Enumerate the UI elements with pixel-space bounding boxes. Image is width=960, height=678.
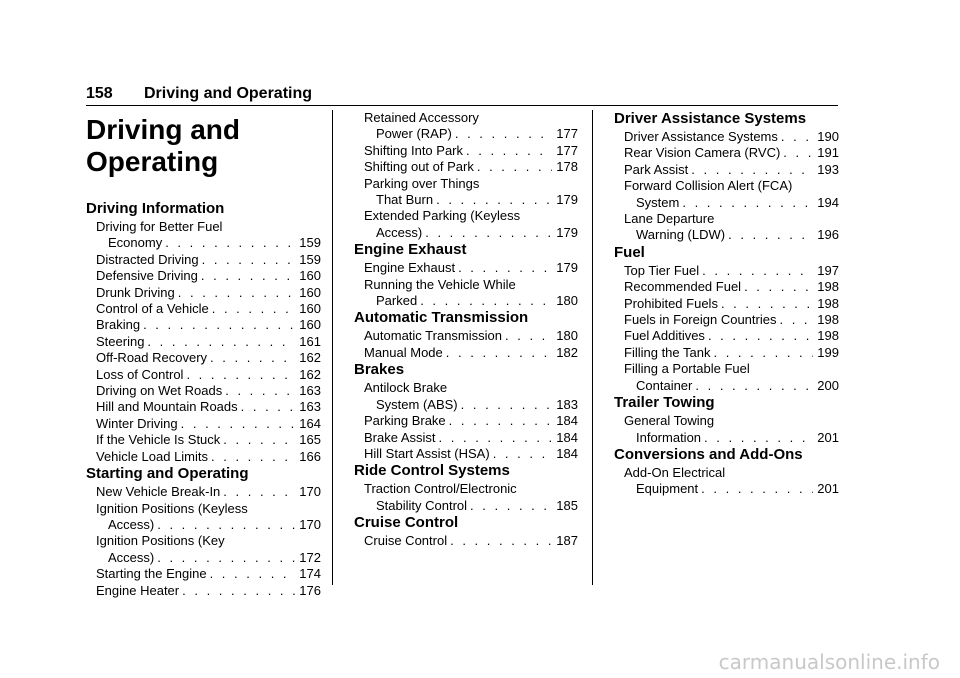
toc-entry[interactable] (86, 383, 321, 399)
toc-entry-page: 177 (556, 126, 578, 142)
toc-entry-page: 185 (556, 497, 578, 513)
toc-entry-title: Vehicle Load Limits (96, 448, 209, 464)
leader-dots (493, 446, 553, 462)
toc-entry-title: Access) (108, 549, 155, 565)
toc-entry-page: 184 (556, 429, 578, 445)
toc-entry-title: If the Vehicle Is Stuck (96, 432, 221, 448)
toc-entry-page: 191 (817, 145, 839, 161)
toc-entry[interactable] (86, 219, 321, 252)
toc-entry[interactable] (354, 176, 578, 209)
toc-section (354, 361, 578, 462)
toc-entry[interactable] (354, 413, 578, 429)
toc-column-3 (614, 110, 839, 498)
toc-entry[interactable] (86, 268, 321, 284)
toc-entry[interactable] (614, 211, 839, 244)
toc-entry-page: 162 (299, 366, 321, 382)
leader-dots (212, 301, 296, 317)
toc-entry-title: Prohibited Fuels (624, 295, 718, 311)
leader-dots (202, 252, 296, 268)
toc-entry-page: 198 (817, 279, 839, 295)
toc-entry-title-line1: General Towing (624, 413, 715, 429)
section-heading: Ride Control Systems (354, 462, 510, 480)
toc-entry-page: 178 (556, 159, 578, 175)
toc-entry-page: 193 (817, 161, 839, 177)
toc-entry-page: 159 (299, 251, 321, 267)
toc-section (86, 465, 321, 599)
leader-dots (781, 129, 813, 145)
page-number: 158 (86, 85, 113, 102)
leader-dots (783, 145, 813, 161)
toc-entry-title: Shifting Into Park (364, 142, 463, 158)
leader-dots (211, 449, 295, 465)
toc-entry-title: Fuels in Foreign Countries (624, 312, 777, 328)
leader-dots (505, 328, 552, 344)
leader-dots (728, 227, 813, 243)
toc-entry-title: Engine Exhaust (364, 260, 456, 276)
toc-entry-page: 182 (556, 344, 578, 360)
section-heading: Fuel (614, 243, 645, 261)
toc-entry-title: Container (636, 377, 693, 393)
toc-entry-title-line1: Lane Departure (624, 211, 715, 227)
toc-entry[interactable] (354, 110, 578, 143)
toc-entry-page: 164 (299, 415, 321, 431)
toc-entry-title: Filling the Tank (624, 344, 711, 360)
toc-entry-page: 184 (556, 445, 578, 461)
toc-entry[interactable] (614, 465, 839, 498)
leader-dots (420, 293, 552, 309)
toc-entry[interactable] (86, 449, 321, 465)
toc-section-continued (354, 110, 578, 241)
leader-dots (704, 430, 813, 446)
leader-dots (143, 317, 295, 333)
toc-entry-title: System (636, 194, 680, 210)
toc-entry-title-line1: Antilock Brake (364, 380, 448, 396)
toc-entry-title: Steering (96, 333, 145, 349)
toc-section (354, 514, 578, 549)
leader-dots (701, 481, 813, 497)
toc-entry[interactable] (354, 143, 578, 159)
leader-dots (436, 192, 552, 208)
toc-entry[interactable] (614, 129, 839, 145)
leader-dots (147, 334, 295, 350)
toc-entry-title: Starting the Engine (96, 566, 207, 582)
toc-entry-title: Warning (LDW) (636, 227, 726, 243)
toc-section (614, 394, 839, 446)
leader-dots (477, 159, 552, 175)
toc-entry-title: Power (RAP) (376, 126, 452, 142)
toc-entry-title: Shifting out of Park (364, 159, 474, 175)
column-divider (332, 110, 333, 585)
toc-entry-page: 160 (299, 317, 321, 333)
toc-entry-page: 161 (299, 333, 321, 349)
leader-dots (466, 143, 552, 159)
toc-entry-title-line1: Forward Collision Alert (FCA) (624, 178, 793, 194)
toc-column-2 (354, 110, 578, 550)
toc-entry[interactable] (86, 484, 321, 500)
toc-entry-title: Defensive Driving (96, 268, 198, 284)
leader-dots (182, 583, 295, 599)
toc-entry[interactable] (86, 317, 321, 333)
toc-entry[interactable] (614, 312, 839, 328)
toc-section (614, 244, 839, 394)
toc-entry[interactable] (354, 328, 578, 344)
toc-entry-page: 179 (556, 260, 578, 276)
leader-dots (779, 312, 813, 328)
toc-entry-page: 174 (299, 566, 321, 582)
leader-dots (455, 126, 552, 142)
section-heading: Engine Exhaust (354, 241, 467, 259)
toc-entry-title-line1: Running the Vehicle While (364, 276, 516, 292)
leader-dots (682, 195, 813, 211)
toc-entry-title-line1: Filling a Portable Fuel (624, 361, 750, 377)
toc-entry[interactable] (86, 334, 321, 350)
toc-section (86, 200, 321, 465)
leader-dots (186, 367, 295, 383)
toc-entry-page: 159 (299, 235, 321, 251)
leader-dots (241, 399, 296, 415)
toc-entry-title-line1: Ignition Positions (Keyless (96, 500, 248, 516)
page-header (86, 84, 838, 106)
toc-entry-page: 198 (817, 312, 839, 328)
section-heading: Conversions and Add-Ons (614, 445, 803, 463)
toc-entry[interactable] (614, 296, 839, 312)
toc-entry-title: Parked (376, 293, 418, 309)
leader-dots (470, 498, 552, 514)
leader-dots (201, 268, 295, 284)
toc-entry-title: System (ABS) (376, 396, 458, 412)
toc-entry[interactable] (614, 345, 839, 361)
toc-entry[interactable] (354, 481, 578, 514)
toc-entry[interactable] (614, 145, 839, 161)
toc-entry[interactable] (354, 208, 578, 241)
toc-entry-page: 160 (299, 301, 321, 317)
section-heading: Brakes (354, 361, 405, 379)
toc-entry-page: 176 (299, 582, 321, 598)
toc-entry[interactable] (614, 279, 839, 295)
section-heading: Driving Information (86, 200, 225, 217)
toc-entry-page: 170 (299, 516, 321, 532)
section-heading: Trailer Towing (614, 394, 715, 412)
toc-entry-title: Manual Mode (364, 344, 443, 360)
leader-dots (223, 484, 295, 500)
toc-entry-page: 187 (556, 533, 578, 549)
toc-entry-title-line1: Ignition Positions (Key (96, 533, 225, 549)
leader-dots (165, 235, 295, 251)
chapter-title: Driving and Operating (86, 114, 241, 177)
leader-dots (450, 533, 552, 549)
toc-entry-title: Recommended Fuel (624, 279, 742, 295)
toc-entry-title: Park Assist (624, 161, 689, 177)
leader-dots (461, 397, 553, 413)
toc-entry-page: 184 (556, 413, 578, 429)
toc-entry-page: 183 (556, 396, 578, 412)
toc-entry-title: Engine Heater (96, 582, 180, 598)
toc-entry-page: 199 (817, 344, 839, 360)
leader-dots (225, 383, 295, 399)
toc-entry-page: 180 (556, 293, 578, 309)
toc-entry-title: Top Tier Fuel (624, 262, 700, 278)
section-heading: Starting and Operating (86, 465, 249, 483)
toc-entry-page: 160 (299, 268, 321, 284)
toc-entry-title: Drunk Driving (96, 284, 175, 300)
watermark: carmanualsonline.info (718, 650, 940, 674)
section-heading: Cruise Control (354, 514, 459, 532)
leader-dots (713, 345, 813, 361)
toc-entry-title-line1: Extended Parking (Keyless (364, 208, 521, 224)
toc-section (354, 462, 578, 514)
toc-entry-title-line1: Parking over Things (364, 175, 480, 191)
toc-entry-page: 163 (299, 399, 321, 415)
toc-entry-title: Control of a Vehicle (96, 301, 209, 317)
leader-dots (223, 432, 295, 448)
toc-column-1 (86, 110, 321, 599)
section-heading: Driver Assistance Systems (614, 110, 807, 127)
leader-dots (425, 225, 552, 241)
toc-entry-page: 198 (817, 295, 839, 311)
toc-entry-page: 196 (817, 227, 839, 243)
leader-dots (181, 416, 296, 432)
toc-entry-title: Access) (108, 516, 155, 532)
toc-entry-title-line1: Add-On Electrical (624, 464, 726, 480)
toc-entry[interactable] (354, 380, 578, 413)
toc-entry-page: 162 (299, 350, 321, 366)
leader-dots (702, 263, 813, 279)
toc-entry[interactable] (86, 583, 321, 599)
toc-entry-page: 190 (817, 129, 839, 144)
toc-entry-title: Economy (108, 235, 163, 251)
toc-entry-page: 197 (817, 262, 839, 278)
toc-entry[interactable] (86, 432, 321, 448)
leader-dots (744, 279, 813, 295)
toc-entry-title: Automatic Transmission (364, 328, 502, 344)
toc-entry-title: Hill and Mountain Roads (96, 399, 238, 415)
toc-entry[interactable] (86, 566, 321, 582)
toc-entry-title: Loss of Control (96, 366, 184, 382)
toc-entry-title-line1: Traction Control/Electronic (364, 481, 517, 497)
toc-entry[interactable] (86, 367, 321, 383)
leader-dots (178, 285, 296, 301)
column-divider (592, 110, 593, 585)
toc-entry-title: Cruise Control (364, 533, 448, 549)
toc-entry[interactable] (354, 533, 578, 549)
toc-section (614, 446, 839, 498)
toc-entry[interactable] (86, 252, 321, 268)
toc-entry[interactable] (614, 413, 839, 446)
toc-entry[interactable] (86, 416, 321, 432)
toc-entry-title: Stability Control (376, 497, 468, 513)
toc-entry-page: 179 (556, 192, 578, 208)
toc-entry[interactable] (614, 162, 839, 178)
toc-entry[interactable] (86, 501, 321, 534)
toc-entry-title: Fuel Additives (624, 328, 705, 344)
toc-entry-page: 165 (299, 432, 321, 448)
leader-dots (210, 566, 296, 582)
leader-dots (157, 517, 295, 533)
toc-entry-title: Braking (96, 317, 141, 333)
toc-entry-title: Access) (376, 224, 423, 240)
leader-dots (691, 162, 813, 178)
toc-entry[interactable] (614, 263, 839, 279)
leader-dots (439, 430, 553, 446)
leader-dots (157, 550, 295, 566)
toc-entry[interactable] (86, 533, 321, 566)
leader-dots (721, 296, 813, 312)
toc-entry[interactable] (354, 260, 578, 276)
toc-entry[interactable] (354, 277, 578, 310)
leader-dots (446, 345, 553, 361)
toc-entry-title: Equipment (636, 481, 699, 497)
toc-entry-page: 163 (299, 383, 321, 399)
leader-dots (695, 378, 813, 394)
toc-entry-page: 177 (556, 142, 578, 158)
running-section-title: Driving and Operating (144, 85, 313, 102)
leader-dots (708, 328, 813, 344)
toc-entry-title: Rear Vision Camera (RVC) (624, 145, 781, 161)
toc-entry-title: Parking Brake (364, 413, 446, 429)
toc-entry-title: Winter Driving (96, 415, 178, 431)
toc-section (354, 241, 578, 309)
toc-entry-title: Hill Start Assist (HSA) (364, 445, 490, 461)
toc-entry-title: Off-Road Recovery (96, 350, 208, 366)
toc-entry-title: Brake Assist (364, 429, 436, 445)
leader-dots (458, 260, 552, 276)
toc-section (614, 110, 839, 244)
toc-entry-title-line1: Retained Accessory (364, 110, 479, 125)
toc-entry[interactable] (354, 159, 578, 175)
toc-entry-page: 179 (556, 224, 578, 240)
section-heading: Automatic Transmission (354, 309, 529, 327)
leader-dots (449, 413, 553, 429)
toc-entry-title: New Vehicle Break-In (96, 484, 221, 500)
leader-dots (210, 350, 295, 366)
toc-entry[interactable] (86, 399, 321, 415)
toc-entry-title-line1: Driving for Better Fuel (96, 219, 223, 234)
toc-entry-page: 198 (817, 328, 839, 344)
toc-entry[interactable] (614, 328, 839, 344)
toc-entry-title: Driver Assistance Systems (624, 129, 778, 144)
toc-entry[interactable] (614, 178, 839, 211)
toc-section (354, 309, 578, 361)
toc-entry-title: That Burn (376, 192, 434, 208)
toc-entry[interactable] (354, 430, 578, 446)
toc-entry-title: Driving on Wet Roads (96, 383, 223, 399)
toc-entry-page: 201 (817, 429, 839, 445)
toc-entry[interactable] (86, 301, 321, 317)
toc-entry-page: 201 (817, 481, 839, 497)
toc-entry-page: 172 (299, 549, 321, 565)
toc-entry[interactable] (354, 345, 578, 361)
toc-entry-page: 170 (299, 484, 321, 500)
toc-entry-page: 180 (556, 328, 578, 344)
toc-entry[interactable] (86, 285, 321, 301)
toc-entry-title: Information (636, 429, 702, 445)
toc-entry-page: 200 (817, 377, 839, 393)
toc-entry-title: Distracted Driving (96, 251, 199, 267)
toc-entry[interactable] (354, 446, 578, 462)
toc-entry[interactable] (614, 361, 839, 394)
toc-entry-page: 160 (299, 284, 321, 300)
toc-entry[interactable] (86, 350, 321, 366)
toc-entry-page: 194 (817, 194, 839, 210)
toc-entry-page: 166 (299, 448, 321, 464)
